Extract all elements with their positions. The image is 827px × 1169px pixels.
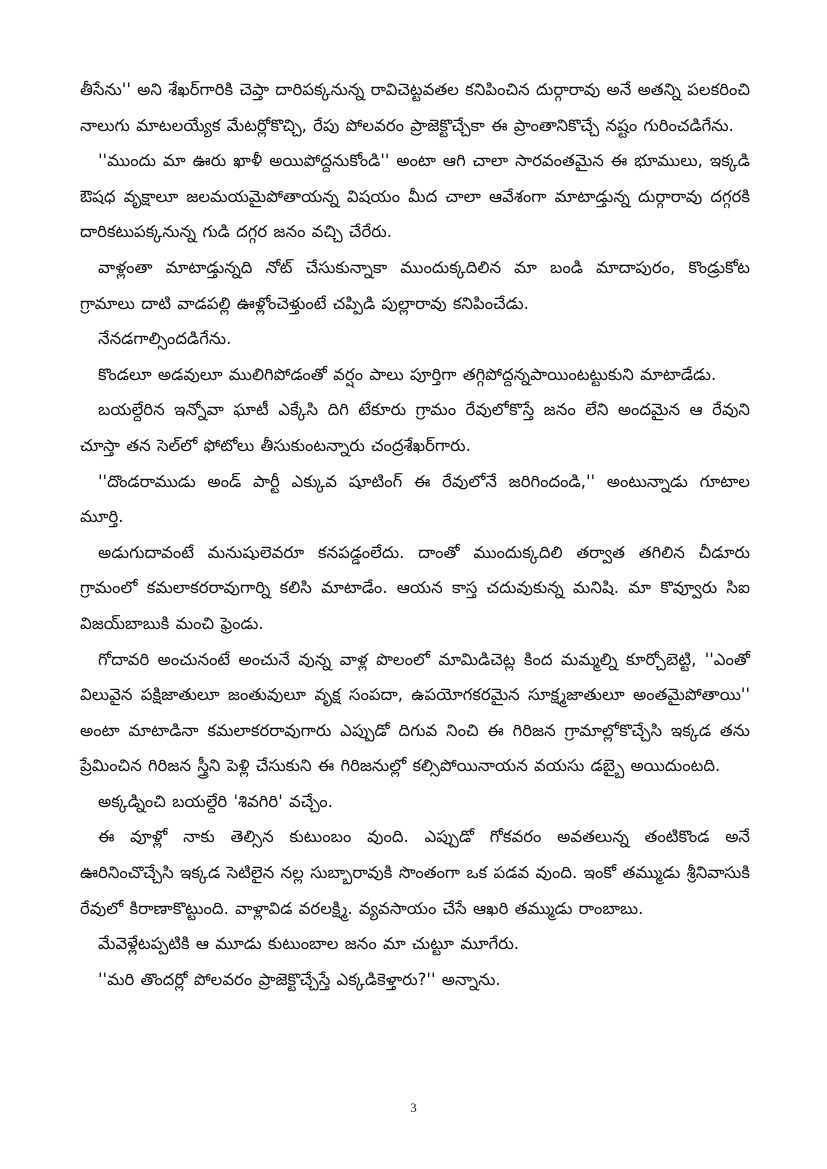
paragraph: తీసేను'' అని శేఖర్‌గారికి చెప్తా దారిపక్కనున్న రావిచెట్టవతల కనిపించిన దుర్గారావు అనే అతన్ని పలకరించి నాలుగు మాటలయ్యేక మేటర్లోకొచ్చి, రేపు పోలవరం ప్రాజెక్టొచ్చేకా ఈ ప్రాంతానికొచ్చే నష్టం గురించడిగేను. <box>80 80 750 135</box>
paragraph: ''మరి తొందర్లో పోలవరం ప్రాజెక్టొచ్చేస్తే ఎక్కడికెళ్తారు?'' అన్నాను. <box>98 969 501 989</box>
paragraph: బయల్దేరిన ఇన్నోవా ఘాటీ ఎక్కేసి దిగి టేకూరు గ్రామం రేవులోకొస్తే జనం లేని అందమైన ఆ రేవుని చూస్తా తన సెల్‌లో ఫోటోలు తీసుకుంటన్నారు చంద్రశేఖర్‌గారు. <box>80 400 750 455</box>
paragraph: ''ముందు మా ఊరు ఖాళీ అయిపోద్దనుకోండి'' అంటా ఆగి చాలా సారవంతమైన ఈ భూములు, ఇక్కడి ఔషధ వృక్షాలూ జలమయమైపోతాయన్న విషయం మీద చాలా ఆవేశంగా మాటాడ్తున్న దుర్గారావు దగ్గరకి దారికటుపక్కనున్న గుడి దగ్గర జనం వచ్చి చేరేరు. <box>80 151 750 242</box>
paragraph: గోదావరి అంచునంటే అంచునే వున్న వాళ్ల పొలంలో మామిడిచెట్ల కింద మమ్మల్ని కూర్చోబెట్టి, ''ఎంతో విలువైన పక్షిజాతులూ జంతువులూ వృక్ష సంపదా, ఉపయోగకరమైన సూక్ష్మజాతులూ అంతమైపోతాయి'' అంటా మాటాడినా కమలాకరరావుగారు ఎప్పుడో దిగువ నించి ఈ గిరిజన గ్రామాల్లోకొచ్చేసి ఇక్కడ తను ప్రేమించిన గిరిజన స్త్రీని పెళ్లి చేసుకుని ఈ గిరిజనుల్లో కల్సిపోయినాయన వయసు డబ్బై అయిదుంటది. <box>80 649 750 776</box>
document-body <box>80 72 750 997</box>
paragraph: వాళ్లంతా మాటాడ్తున్నది నోట్ చేసుకున్నాకా ముందుక్కదిలిన మా బండి మాదాపురం, కొండ్రుకోట గ్రామాలు దాటి వాడపల్లి ఊళ్లోంచెళ్తుంటే చప్పిడి పుల్లారావు కనిపించేడు. <box>80 257 750 313</box>
paragraph: అడుగుదావంటే మనుషులెవరూ కనపడ్డంలేదు. దాంతో ముందుక్కదిలి తర్వాత తగిలిన చీడూరు గ్రామంలో కమలాకరరావుగార్ని కలిసి మాటాడేం. ఆయన కాస్త చదువుకున్న మనిషి. మా కొవ్వూరు సిఐ విజయ్‌బాబుకి మంచి ఫ్రెండు. <box>80 542 750 633</box>
paragraph: మేవెళ్లేటప్పటికి ఆ మూడు కుటుంబాల జనం మా చుట్టూ మూగేరు. <box>98 934 520 954</box>
paragraph: కొండలూ అడవులూ ములిగిపోడంతో వర్షం పాలు పూర్తిగా తగ్గిపోద్దన్నపాయింటట్టుకుని మాటాడేడు. <box>98 364 717 384</box>
paragraph: అక్కడ్నించి బయల్దేరి 'శివగిరి' వచ్చేం. <box>98 791 333 811</box>
page-number: 3 <box>410 1100 417 1115</box>
paragraph: నేనడగాల్సిందడిగేను. <box>98 329 232 349</box>
paragraph: ''దొండరాముడు అండ్ పార్టీ ఎక్కువ షూటింగ్ ఈ రేవులోనే జరిగిందండి,'' అంటున్నాడు గూటాల మూర్తి. <box>80 471 750 527</box>
paragraph: ఈ వూళ్లో నాకు తెల్సిన కుటుంబం వుంది. ఎప్పుడో గోకవరం అవతలున్న తంటికొండ అనే ఊరినించొచ్చేసి ఇక్కడ సెటిలైన నల్ల సుబ్బారావుకి సొంతంగా ఒక పడవ వుంది. ఇంకో తమ్ముడు శ్రీనివాసుకి రేవులో కిరాణాకొట్టుంది. వాళ్లావిడ వరలక్ష్మి. వ్యవసాయం చేసే ఆఖరి తమ్ముడు రాంబాబు. <box>80 827 750 918</box>
